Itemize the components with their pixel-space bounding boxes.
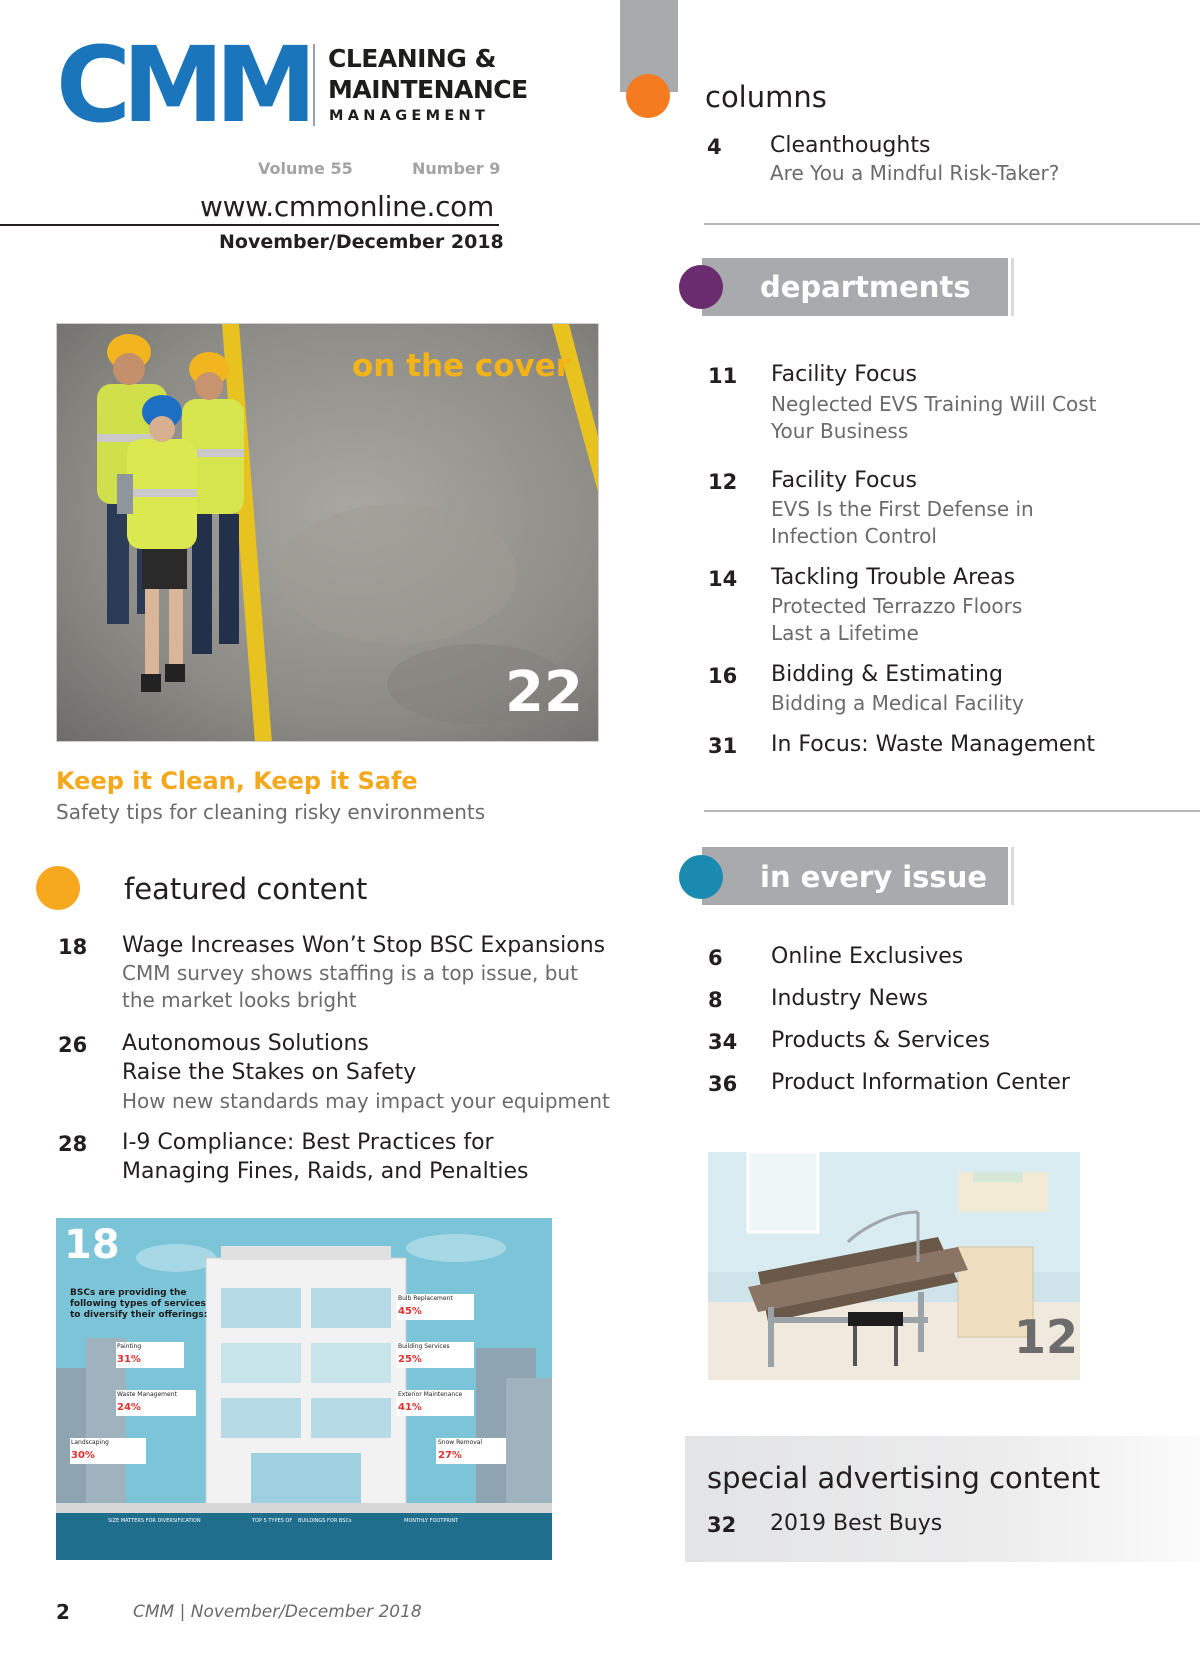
featured-item-page: 28 bbox=[58, 1132, 88, 1156]
every-issue-section-dot bbox=[679, 855, 723, 899]
service-name: Exterior Maintenance bbox=[398, 1391, 463, 1398]
infographic-intro bbox=[70, 1288, 207, 1321]
issue-date: November/December 2018 bbox=[219, 231, 504, 253]
special-item-title[interactable]: 2019 Best Buys bbox=[770, 1511, 943, 1536]
service-value: 24% bbox=[117, 1402, 141, 1413]
every-issue-header-bar-edge bbox=[1011, 847, 1014, 905]
departments-item-page: 31 bbox=[708, 734, 738, 758]
hospital-photo-page-number: 12 bbox=[1014, 1310, 1079, 1364]
departments-item-subtitle: Infection Control bbox=[771, 524, 937, 548]
service-value: 31% bbox=[117, 1354, 141, 1365]
departments-item-page: 14 bbox=[708, 567, 738, 591]
every-issue-item-title: Products & Services bbox=[771, 1028, 990, 1053]
every-issue-section-heading: in every issue bbox=[760, 860, 988, 894]
featured-item-title: Managing Fines, Raids, and Penalties bbox=[122, 1159, 529, 1184]
service-value: 45% bbox=[398, 1306, 422, 1317]
cover-page-number: 22 bbox=[505, 660, 583, 725]
featured-item-title: Raise the Stakes on Safety bbox=[122, 1060, 417, 1085]
departments-item-title: Tackling Trouble Areas bbox=[771, 565, 1016, 590]
every-issue-item-title: Online Exclusives bbox=[771, 944, 964, 969]
service-value: 25% bbox=[398, 1354, 422, 1365]
section-divider bbox=[704, 223, 1200, 225]
infographic-page-number: 18 bbox=[64, 1222, 120, 1268]
cmm-logo bbox=[56, 38, 316, 134]
issue-number-label: Number 9 bbox=[412, 159, 501, 178]
columns-item-subtitle: Are You a Mindful Risk-Taker? bbox=[770, 161, 1060, 185]
every-issue-item-page: 6 bbox=[708, 946, 723, 970]
departments-item-title: Facility Focus bbox=[771, 362, 918, 387]
masthead-rule bbox=[0, 224, 499, 226]
every-issue-item-title: Industry News bbox=[771, 986, 928, 1011]
featured-item-subtitle: CMM survey shows staffing is a top issue, but bbox=[122, 961, 578, 985]
logo-divider bbox=[313, 44, 315, 126]
page-number: 2 bbox=[56, 1600, 70, 1624]
brand-name-line-3: MANAGEMENT bbox=[329, 108, 490, 124]
departments-item-subtitle: Neglected EVS Training Will Cost bbox=[771, 392, 1097, 416]
section-divider bbox=[704, 810, 1200, 812]
departments-item-subtitle: Last a Lifetime bbox=[771, 621, 919, 645]
columns-section-dot bbox=[626, 74, 670, 118]
logo-wordmark: CMM bbox=[56, 38, 308, 134]
infographic-footer-label: TOP 5 TYPES OF bbox=[252, 1518, 293, 1524]
on-the-cover-label: on the cover bbox=[352, 348, 572, 384]
featured-item-title: I-9 Compliance: Best Practices for bbox=[122, 1130, 494, 1155]
special-item-page: 32 bbox=[707, 1513, 737, 1537]
departments-section-heading: departments bbox=[760, 270, 971, 304]
featured-item-page: 18 bbox=[58, 935, 88, 959]
featured-section-dot bbox=[36, 866, 80, 910]
service-value: 41% bbox=[398, 1402, 422, 1413]
featured-section-heading: featured content bbox=[124, 872, 368, 906]
departments-item-subtitle: Your Business bbox=[771, 419, 909, 443]
service-value: 27% bbox=[438, 1450, 462, 1461]
brand-name-line-1: CLEANING & bbox=[328, 44, 496, 73]
departments-item-page: 16 bbox=[708, 664, 738, 688]
service-name: Waste Management bbox=[117, 1391, 177, 1398]
service-name: Painting bbox=[117, 1343, 142, 1350]
service-value: 30% bbox=[71, 1450, 95, 1461]
infographic-footer-label: MONTHLY FOOTPRINT bbox=[404, 1518, 459, 1524]
departments-item-subtitle: EVS Is the First Defense in bbox=[771, 497, 1034, 521]
departments-item-title: Facility Focus bbox=[771, 468, 918, 493]
service-name: Snow Removal bbox=[438, 1439, 483, 1446]
departments-item-page: 11 bbox=[708, 364, 738, 388]
hospital-room-photo[interactable] bbox=[708, 1152, 1080, 1380]
columns-item-title: Cleanthoughts bbox=[770, 133, 931, 158]
every-issue-item-page: 34 bbox=[708, 1030, 738, 1054]
featured-item-title: Autonomous Solutions bbox=[122, 1031, 369, 1056]
bsc-services-infographic[interactable] bbox=[56, 1218, 552, 1560]
featured-item-subtitle: How new standards may impact your equipment bbox=[122, 1089, 610, 1113]
footer-running-text: CMM | November/December 2018 bbox=[133, 1602, 422, 1622]
infographic-intro-line: following types of services bbox=[70, 1299, 206, 1309]
featured-item-subtitle: the market looks bright bbox=[122, 988, 357, 1012]
special-section-heading: special advertising content bbox=[707, 1461, 1101, 1495]
columns-item-page: 4 bbox=[707, 135, 722, 159]
departments-header-bar-edge bbox=[1011, 258, 1014, 316]
every-issue-item-page: 8 bbox=[708, 988, 723, 1012]
departments-item-subtitle: Protected Terrazzo Floors bbox=[771, 594, 1023, 618]
departments-item-title: In Focus: Waste Management bbox=[771, 732, 1096, 757]
infographic-intro-line: to diversify their offerings: bbox=[70, 1310, 208, 1320]
featured-item-page: 26 bbox=[58, 1033, 88, 1057]
brand-name-line-2: MAINTENANCE bbox=[328, 75, 528, 104]
departments-item-subtitle: Bidding a Medical Facility bbox=[771, 691, 1024, 715]
infographic-footer-label: SIZE MATTERS FOR DIVERSIFICATION bbox=[108, 1518, 201, 1524]
cover-story-dek: Safety tips for cleaning risky environments bbox=[56, 800, 486, 824]
departments-item-page: 12 bbox=[708, 470, 738, 494]
website-link[interactable]: www.cmmonline.com bbox=[200, 190, 494, 223]
departments-item-title: Bidding & Estimating bbox=[771, 662, 1003, 687]
service-name: Bulb Replacement bbox=[398, 1295, 453, 1302]
service-name: Landscaping bbox=[71, 1439, 109, 1446]
infographic-intro-line: BSCs are providing the bbox=[70, 1288, 187, 1298]
service-name: Building Services bbox=[398, 1343, 450, 1350]
columns-section-heading: columns bbox=[705, 80, 827, 114]
every-issue-item-title: Product Information Center bbox=[771, 1070, 1070, 1095]
volume-label: Volume 55 bbox=[258, 159, 353, 178]
special-advertising-box[interactable] bbox=[685, 1436, 1200, 1562]
featured-item-title: Wage Increases Won’t Stop BSC Expansions bbox=[122, 933, 606, 958]
cover-story-headline[interactable]: Keep it Clean, Keep it Safe bbox=[56, 767, 418, 795]
departments-section-dot bbox=[679, 265, 723, 309]
every-issue-item-page: 36 bbox=[708, 1072, 738, 1096]
infographic-footer-label: BUILDINGS FOR BSCs bbox=[298, 1518, 352, 1524]
